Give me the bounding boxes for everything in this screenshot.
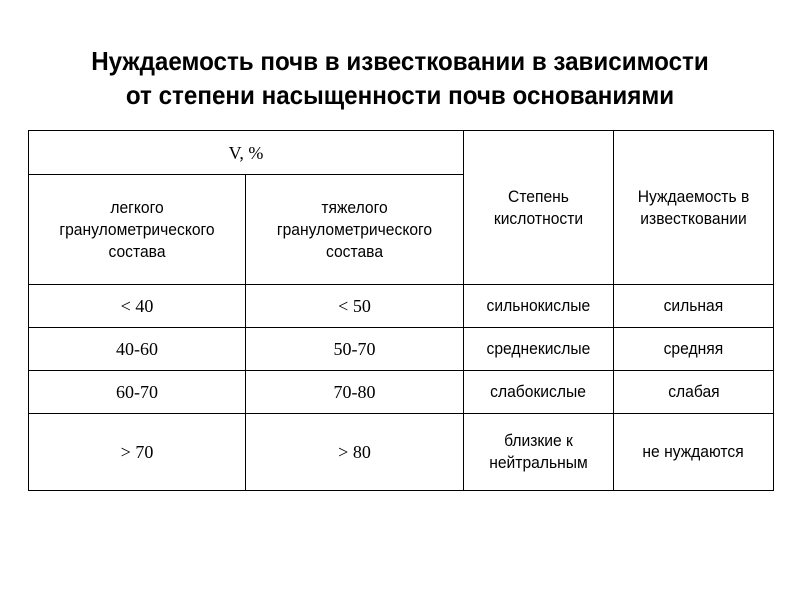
- header-acidity-text: Степень кислотности: [493, 186, 584, 228]
- table-row: [29, 414, 774, 491]
- table-row: [29, 328, 774, 371]
- cell-heavy: 70-80: [246, 371, 464, 414]
- cell-heavy: > 80: [246, 414, 464, 491]
- cell-need: [614, 414, 774, 491]
- cell-light: > 70: [29, 414, 246, 491]
- cell-acidity: [464, 414, 614, 491]
- cell-need: [614, 328, 774, 371]
- header-heavy-text: тяжелого гранулометрического состава: [276, 197, 433, 261]
- liming-need-table: [28, 130, 774, 491]
- cell-light: 40-60: [29, 328, 246, 371]
- header-need-text: Нуждаемость в известковании: [637, 186, 750, 228]
- cell-need-text: сильная: [663, 296, 724, 315]
- cell-heavy: < 50: [246, 285, 464, 328]
- header-light-soil: [29, 175, 246, 285]
- title-line-2: от степени насыщенности почв основаниями: [125, 80, 675, 110]
- header-row-1: [29, 131, 774, 175]
- header-heavy-soil: [246, 175, 464, 285]
- cell-acidity-text: среднекислые: [486, 339, 591, 358]
- cell-need-text: средняя: [663, 339, 724, 358]
- cell-acidity-text: сильнокислые: [486, 296, 591, 315]
- cell-acidity: [464, 371, 614, 414]
- cell-need: [614, 371, 774, 414]
- cell-light: < 40: [29, 285, 246, 328]
- cell-need-text: слабая: [667, 382, 720, 401]
- cell-light: 60-70: [29, 371, 246, 414]
- cell-need: [614, 285, 774, 328]
- header-acidity-degree: [464, 131, 614, 285]
- cell-need-text: не нуждаются: [642, 442, 745, 461]
- slide-title: [28, 44, 772, 112]
- cell-heavy: 50-70: [246, 328, 464, 371]
- table-row: [29, 285, 774, 328]
- cell-acidity-text: слабокислые: [490, 382, 587, 401]
- header-light-text: легкого гранулометрического состава: [59, 197, 215, 261]
- header-v-percent: V, %: [29, 131, 464, 175]
- title-line-1: Нуждаемость почв в известковании в зависимости: [91, 46, 709, 76]
- cell-acidity-text: близкие к нейтральным: [489, 431, 588, 472]
- cell-acidity: [464, 285, 614, 328]
- cell-acidity: [464, 328, 614, 371]
- header-liming-need: [614, 131, 774, 285]
- table-row: [29, 371, 774, 414]
